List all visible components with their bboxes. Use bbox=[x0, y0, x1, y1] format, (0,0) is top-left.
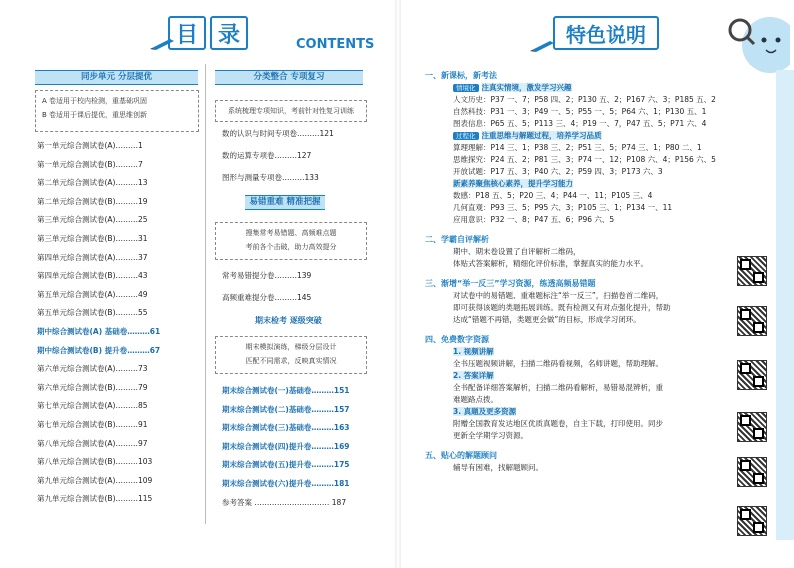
toc-entry-label: 第六单元综合测试卷(B) bbox=[37, 382, 116, 392]
line-text: 达成“错题不再错，类题更会做”的目标，形成学习闭环。 bbox=[453, 315, 641, 324]
toc-entry-page: 151 bbox=[333, 386, 350, 395]
toc-entry-label: 第九单元综合测试卷(B) bbox=[37, 494, 116, 504]
line-text: 2. 答案详解 bbox=[453, 371, 494, 380]
pencil-icon bbox=[530, 38, 556, 52]
section-heading: 二、学霸自评解析 bbox=[425, 235, 489, 244]
toc-entry[interactable] bbox=[222, 150, 311, 161]
line-text: 注重思维与解题过程，培养学习品质 bbox=[481, 131, 602, 140]
toc-dots: ……… bbox=[311, 478, 334, 488]
toc-entry-label: 第三单元综合测试卷(A) bbox=[37, 215, 116, 225]
feature-title-text: 特色说明 bbox=[566, 22, 646, 47]
toc-entry-page: 1 bbox=[137, 141, 143, 150]
line-text: 全书配备详细答案解析，扫描二维码看解析，易错易混辨析，重 bbox=[453, 383, 663, 392]
toc-entry[interactable] bbox=[37, 214, 148, 225]
section-header-special: 分类整合 专项复习 bbox=[215, 70, 363, 85]
line-text: 几何直观：P93 三、5；P95 六、3；P105 三、1；P134 一、11 bbox=[453, 203, 673, 212]
section-line bbox=[453, 106, 706, 118]
section-line bbox=[453, 94, 716, 106]
toc-entry-label: 期末综合测试卷(四)提升卷 bbox=[222, 441, 312, 451]
qr-code[interactable] bbox=[737, 506, 767, 536]
toc-entry-page: 169 bbox=[333, 441, 350, 451]
toc-dots: ……… bbox=[115, 289, 138, 299]
toc-entry-label: 第二单元综合测试卷(A) bbox=[37, 178, 116, 188]
toc-entry-page: 175 bbox=[333, 460, 350, 469]
section-header-sync: 同步单元 分层提优 bbox=[35, 70, 198, 85]
section-heading: 一、新课标，新考法 bbox=[425, 71, 497, 80]
toc-entry-label: 第一单元综合测试卷(B) bbox=[37, 159, 116, 169]
section-line bbox=[453, 82, 572, 94]
qr-code[interactable] bbox=[737, 412, 767, 442]
toc-entry-label: 第七单元综合测试卷(B) bbox=[37, 420, 116, 429]
toc-entry[interactable] bbox=[222, 459, 350, 470]
toc-dots: ……… bbox=[115, 382, 138, 392]
section-line bbox=[453, 154, 716, 166]
toc-entry-label: 第六单元综合测试卷(A) bbox=[37, 364, 116, 374]
toc-dots: ……… bbox=[115, 308, 138, 318]
toc-title-char-2: 录 bbox=[210, 16, 248, 50]
toc-entry-page: 61 bbox=[149, 327, 161, 336]
line-text: 难题路点拨。 bbox=[453, 395, 498, 404]
section-line bbox=[453, 130, 602, 142]
toc-dots: ……… bbox=[115, 215, 138, 225]
toc-dots: ……… bbox=[115, 420, 138, 429]
toc-entry-page: 19 bbox=[138, 196, 148, 206]
col2-note-1: 系统梳理专项知识，考前针对性复习训练 bbox=[215, 100, 367, 122]
toc-dots: ………………………… bbox=[254, 498, 330, 507]
toc-entry[interactable] bbox=[222, 270, 311, 281]
line-text: 图表信息：P65 五、5；P113 三、4；P19 一、7，P47 五、5；P71 六、4 bbox=[453, 119, 707, 128]
toc-entry-label: 第九单元综合测试卷(A) bbox=[37, 475, 116, 485]
section-line bbox=[453, 258, 648, 270]
toc-entry-page: 115 bbox=[138, 494, 153, 504]
toc-entry[interactable] bbox=[222, 385, 350, 396]
toc-entry-page: 181 bbox=[333, 478, 350, 488]
tag-badge: 情境化 bbox=[453, 84, 479, 92]
toc-title-char-1: 目 bbox=[168, 16, 206, 50]
toc-entry[interactable] bbox=[37, 196, 148, 207]
toc-entry-label: 第五单元综合测试卷(B) bbox=[37, 308, 116, 318]
toc-dots: ……… bbox=[115, 196, 138, 206]
toc-entry-label: 第五单元综合测试卷(A) bbox=[37, 289, 116, 299]
toc-entry-label: 期末综合测试卷(六)提升卷 bbox=[222, 478, 312, 488]
section-line bbox=[453, 190, 652, 202]
toc-dots: ……… bbox=[311, 460, 334, 469]
toc-dots: ……… bbox=[311, 441, 334, 451]
toc-dots: ……… bbox=[274, 271, 297, 280]
qr-code[interactable] bbox=[737, 306, 767, 336]
line-text: 注真实情境，激发学习兴趣 bbox=[481, 83, 572, 92]
section-line bbox=[453, 418, 663, 430]
toc-entry[interactable] bbox=[37, 345, 160, 356]
toc-dots: ……… bbox=[311, 386, 334, 395]
toc-entry-page: 31 bbox=[138, 234, 148, 243]
toc-entry[interactable] bbox=[37, 270, 148, 281]
toc-entry-page: 121 bbox=[319, 129, 334, 138]
toc-entry[interactable] bbox=[222, 441, 350, 452]
line-text: 即可获得该题的类题拓展训练。既有检测又有对点强化提升，帮助 bbox=[453, 303, 671, 312]
toc-entry-page: 67 bbox=[149, 345, 161, 355]
line-text: 1. 视频讲解 bbox=[453, 347, 494, 356]
line-text: 应用意识：P32 一、8；P47 五、6；P96 六、5 bbox=[453, 215, 615, 224]
section-line bbox=[453, 178, 573, 190]
contents-label: CONTENTS bbox=[296, 37, 375, 52]
section-line bbox=[453, 202, 672, 214]
section-line bbox=[453, 142, 702, 154]
toc-dots: ……… bbox=[282, 173, 305, 182]
toc-dots: ……… bbox=[297, 129, 320, 138]
section-header-errors: 易错重难 精准把握 bbox=[245, 195, 325, 210]
right-edge-band bbox=[776, 70, 794, 540]
toc-dots: ……… bbox=[115, 475, 138, 485]
note-line: B 卷适用于课后提优，重思维创新 bbox=[42, 111, 148, 119]
section-line bbox=[453, 118, 706, 130]
line-text: 对试卷中的易错题、重难题标注“举一反三”，扫描卷首二维码， bbox=[453, 291, 664, 300]
toc-entry-label: 第四单元综合测试卷(A) bbox=[37, 252, 116, 262]
note-line: 搜集常考易错题、高频难点题 bbox=[245, 229, 337, 237]
toc-entry-page: 7 bbox=[138, 159, 143, 169]
section-line bbox=[453, 166, 663, 178]
line-text: 开放试题：P17 五、3；P40 六、2；P59 四、3；P173 六、3 bbox=[453, 167, 663, 176]
toc-entry-page: 55 bbox=[138, 308, 148, 318]
toc-entry[interactable] bbox=[37, 382, 148, 393]
toc-entry-page: 79 bbox=[138, 382, 148, 392]
toc-entry-label: 期末综合测试卷(五)提升卷 bbox=[222, 460, 312, 469]
toc-dots: ……… bbox=[115, 364, 138, 374]
toc-dots: ……… bbox=[127, 327, 150, 336]
section-line bbox=[453, 462, 543, 474]
section-line bbox=[453, 314, 641, 326]
toc-entry-page: 13 bbox=[137, 178, 148, 188]
toc-entry-label: 第二单元综合测试卷(B) bbox=[37, 196, 116, 206]
toc-entry[interactable] bbox=[37, 289, 148, 300]
section-heading: 三、渐增“举一反三”学习资源，练透高频易错题 bbox=[425, 279, 596, 288]
section-line bbox=[453, 302, 671, 314]
note-line: 匹配不同需求，反映真实情况 bbox=[245, 357, 337, 365]
toc-dots: ……… bbox=[115, 234, 138, 243]
qr-code[interactable] bbox=[737, 256, 767, 286]
line-text: 附赠全国教育发达地区优质真题卷，自主下载，打印使用。同步 bbox=[453, 419, 663, 428]
section-line bbox=[453, 370, 494, 382]
toc-entry-label: 数的运算专项卷 bbox=[222, 151, 275, 160]
toc-dots: ……… bbox=[115, 252, 138, 262]
line-text: 辅导有困难，找解题顾问。 bbox=[453, 463, 543, 472]
toc-entry[interactable] bbox=[37, 233, 148, 244]
section-line bbox=[453, 214, 614, 226]
toc-entry-page: 91 bbox=[138, 420, 148, 429]
toc-dots: ……… bbox=[115, 401, 138, 411]
section-header-final: 期末检考 逐级突破 bbox=[255, 316, 322, 325]
line-text: 新素养聚焦核心素养，提升学习能力 bbox=[453, 179, 573, 188]
line-text: 体贴式答案解析，精细化评价标准，掌握真实的能力水平。 bbox=[453, 259, 648, 268]
line-text: 全书压题视频讲解，扫描二维码看视频，名师讲题，帮助理解。 bbox=[453, 359, 663, 368]
toc-entry[interactable] bbox=[222, 292, 311, 303]
toc-entry[interactable] bbox=[37, 159, 143, 170]
feature-title bbox=[553, 16, 659, 50]
toc-entry-page: 85 bbox=[137, 401, 148, 411]
section-line bbox=[453, 246, 581, 258]
line-text: 3. 真题及更多资源 bbox=[453, 407, 517, 416]
toc-dots: ……… bbox=[115, 494, 138, 504]
toc-dots: ……… bbox=[274, 293, 297, 302]
toc-dots: ……… bbox=[127, 345, 150, 355]
toc-entry-page: 97 bbox=[137, 438, 148, 448]
toc-entry-label: 期末综合测试卷(二)基础卷 bbox=[222, 404, 312, 414]
toc-entry-page: 103 bbox=[138, 457, 153, 467]
toc-answer-page: 187 bbox=[331, 498, 347, 507]
toc-entry-page: 139 bbox=[297, 271, 312, 280]
toc-entry[interactable] bbox=[37, 493, 152, 504]
toc-dots: ……… bbox=[115, 438, 138, 448]
toc-entry-label: 第八单元综合测试卷(B) bbox=[37, 457, 116, 467]
toc-entry[interactable] bbox=[37, 400, 148, 411]
toc-entry-page: 73 bbox=[137, 364, 148, 374]
toc-answer-label: 参考答案 bbox=[222, 498, 252, 507]
line-text: 自然科技：P31 一、3；P49 一、5；P55 一、5；P64 六、1；P130 五、1 bbox=[453, 107, 707, 116]
toc-entry-page: 157 bbox=[333, 404, 350, 414]
toc-entry-label: 第三单元综合测试卷(B) bbox=[37, 234, 116, 243]
column-divider bbox=[205, 64, 206, 524]
toc-entry-label: 期末综合测试卷(三)基础卷 bbox=[222, 423, 312, 432]
line-text: 思维探究：P24 五、2；P81 三、3；P74 一、12；P108 六、4；P156 六、5 bbox=[453, 155, 716, 164]
qr-code[interactable] bbox=[737, 457, 767, 487]
toc-entry-label: 第七单元综合测试卷(A) bbox=[37, 401, 116, 411]
section-line bbox=[453, 346, 494, 358]
toc-entry[interactable] bbox=[222, 478, 350, 489]
toc-entry[interactable] bbox=[222, 128, 334, 139]
section-heading: 五、贴心的解题顾问 bbox=[425, 451, 497, 460]
section-line bbox=[453, 394, 498, 406]
toc-dots: ……… bbox=[311, 404, 334, 414]
page-gutter bbox=[395, 0, 401, 568]
toc-entry-page: 145 bbox=[297, 293, 312, 302]
toc-entry-label: 常考易错提分卷 bbox=[222, 271, 275, 280]
line-text: 期中、期末卷设置了自评解析二维码， bbox=[453, 247, 581, 256]
col2-note-3 bbox=[215, 336, 367, 374]
col2-note-2 bbox=[215, 222, 367, 260]
toc-entry-label: 第四单元综合测试卷(B) bbox=[37, 271, 116, 281]
toc-entry-page: 127 bbox=[297, 151, 312, 160]
toc-dots: ……… bbox=[115, 271, 138, 281]
toc-entry[interactable] bbox=[37, 475, 152, 486]
section-line bbox=[453, 430, 528, 442]
toc-entry-label: 期中综合测试卷(A) 基础卷 bbox=[37, 327, 128, 336]
toc-dots: ……… bbox=[115, 159, 138, 169]
line-text: 算理理解：P14 三、1；P38 三、2；P51 三、5；P74 三、1；P80 二、1 bbox=[453, 143, 702, 152]
tag-badge: 过程化 bbox=[453, 132, 479, 140]
section-line bbox=[453, 290, 663, 302]
toc-entry-page: 109 bbox=[137, 475, 153, 485]
toc-entry-label: 第一单元综合测试卷(A) bbox=[37, 141, 116, 150]
toc-entry[interactable] bbox=[37, 307, 148, 318]
toc-entry-page: 37 bbox=[137, 252, 148, 262]
note-line: 期末模拟演练，梯级分层设计 bbox=[245, 343, 337, 351]
toc-dots: ……… bbox=[115, 141, 138, 150]
pencil-icon bbox=[150, 36, 176, 50]
toc-entry-page: 163 bbox=[333, 423, 350, 432]
toc-entry-label: 高频重难提分卷 bbox=[222, 293, 275, 302]
toc-entry[interactable] bbox=[222, 404, 350, 415]
toc-entry-page: 49 bbox=[137, 289, 148, 299]
toc-dots: ……… bbox=[115, 178, 138, 188]
qr-code[interactable] bbox=[737, 360, 767, 390]
toc-entry[interactable] bbox=[37, 252, 148, 263]
note-line: 考前各个击破，助力高效提分 bbox=[245, 243, 337, 251]
section-heading: 四、免费数字资源 bbox=[425, 335, 489, 344]
toc-entry[interactable] bbox=[37, 438, 148, 449]
toc-answer[interactable] bbox=[222, 497, 346, 508]
toc-entry-label: 期中综合测试卷(B) 提升卷 bbox=[37, 345, 128, 355]
line-text: 数感：P18 五、5；P20 三、4；P44 一、11；P105 三、4 bbox=[453, 191, 653, 200]
toc-dots: ……… bbox=[115, 457, 138, 467]
toc-entry-label: 图形与测量专项卷 bbox=[222, 173, 282, 182]
toc-entry[interactable] bbox=[37, 363, 148, 374]
toc-entry[interactable] bbox=[37, 456, 152, 467]
toc-entry[interactable] bbox=[37, 140, 143, 151]
toc-entry-label: 期末综合测试卷(一)基础卷 bbox=[222, 386, 312, 395]
section-line bbox=[453, 382, 663, 394]
section-line bbox=[453, 406, 516, 418]
toc-entry-label: 数的认识与时间专项卷 bbox=[222, 129, 297, 138]
toc-dots: ……… bbox=[311, 423, 334, 432]
toc-entry-page: 43 bbox=[138, 271, 148, 281]
col1-note bbox=[35, 90, 199, 132]
toc-entry-page: 25 bbox=[137, 215, 148, 225]
line-text: 人文历史：P37 一、7；P58 四、2；P130 五、2；P167 六、3；P185 五、2 bbox=[453, 95, 716, 104]
toc-entry[interactable] bbox=[222, 422, 350, 433]
toc-entry[interactable] bbox=[222, 172, 319, 183]
toc-entry[interactable] bbox=[37, 326, 160, 337]
note-line: A 卷适用于校内检测，重基础巩固 bbox=[42, 97, 148, 105]
line-text: 更新全学期学习资源。 bbox=[453, 431, 528, 440]
toc-dots: ……… bbox=[274, 151, 297, 160]
section-line bbox=[453, 358, 663, 370]
toc-entry[interactable] bbox=[37, 177, 148, 188]
toc-entry-page: 133 bbox=[304, 173, 319, 182]
toc-entry-label: 第八单元综合测试卷(A) bbox=[37, 438, 116, 448]
toc-entry[interactable] bbox=[37, 419, 148, 430]
